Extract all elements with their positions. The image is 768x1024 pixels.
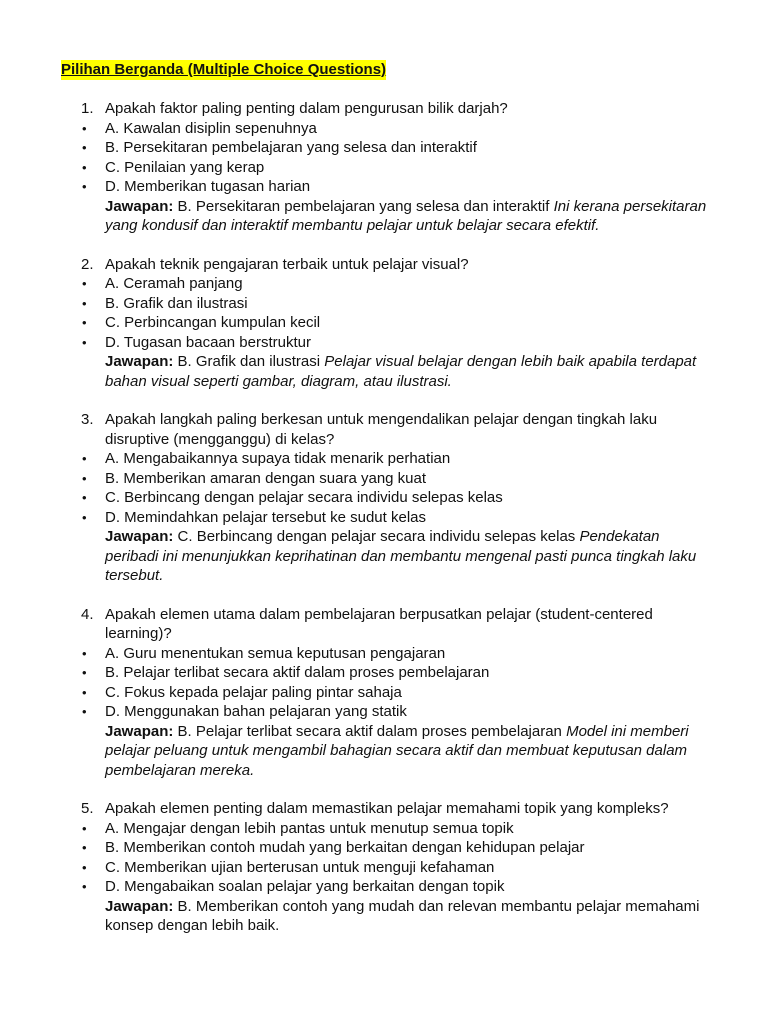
answer-label: Jawapan:: [105, 528, 174, 545]
answer-line: [105, 527, 708, 586]
bullet-icon: •: [82, 665, 87, 680]
option-list: [61, 819, 708, 897]
option-text: B. Grafik dan ilustrasi: [105, 294, 248, 312]
option-item: [61, 508, 708, 528]
option-item: [61, 663, 708, 683]
question-text: Apakah faktor paling penting dalam pengurusan bilik darjah?: [105, 100, 508, 117]
option-text: A. Ceramah panjang: [105, 275, 243, 292]
option-text: B. Pelajar terlibat secara aktif dalam proses pembelajaran: [105, 664, 490, 681]
answer-explanation: Pelajar visual belajar dengan lebih baik apabila terdapat bahan visual seperti gambar, diagram, atau ilustrasi.: [105, 353, 697, 390]
question-text: Apakah elemen penting dalam memastikan pelajar memahami topik yang kompleks?: [105, 800, 669, 817]
question-block: [61, 799, 708, 936]
bullet-icon: •: [82, 179, 87, 194]
option-text: B. Persekitaran pembelajaran yang selesa dan interaktif: [105, 139, 477, 156]
answer-text: B. Persekitaran pembelajaran yang selesa dan interaktif: [177, 197, 550, 215]
option-text: B. Memberikan amaran dengan suara yang kuat: [105, 469, 427, 487]
bullet-icon: •: [82, 334, 87, 350]
bullet-icon: •: [82, 490, 87, 505]
option-item: [61, 138, 708, 158]
bullet-icon: •: [82, 451, 87, 466]
option-text: D. Tugasan bacaan berstruktur: [105, 333, 311, 351]
bullet-icon: •: [82, 159, 87, 175]
bullet-icon: •: [82, 879, 87, 894]
question-number: 5.: [81, 800, 94, 817]
option-item: [61, 819, 708, 839]
bullet-icon: •: [82, 820, 87, 836]
option-text: D. Memindahkan pelajar tersebut ke sudut kelas: [105, 508, 427, 526]
bullet-icon: •: [82, 140, 87, 155]
bullet-icon: •: [82, 120, 87, 136]
option-item: [61, 333, 708, 353]
option-list: [61, 274, 708, 352]
answer-explanation: Model ini memberi pelajar peluang untuk mengambil bahagian secara aktif dan membuat keputusan dalam pembelajaran mereka.: [105, 722, 689, 779]
option-text: A. Kawalan disiplin sepenuhnya: [105, 119, 317, 137]
question-number: 3.: [81, 411, 94, 428]
option-list: [61, 644, 708, 722]
bullet-icon: •: [82, 276, 87, 291]
answer-label: Jawapan:: [105, 353, 174, 370]
option-item: [61, 488, 708, 508]
question-line: [61, 410, 708, 449]
option-item: [61, 644, 708, 664]
question-block: [61, 99, 708, 236]
answer-line: [105, 352, 708, 391]
option-item: [61, 702, 708, 722]
bullet-icon: •: [82, 315, 87, 330]
answer-explanation: Ini kerana persekitaran yang kondusif dan interaktif membantu pelajar untuk belajar secara efektif.: [105, 197, 707, 234]
option-list: [61, 449, 708, 527]
question-block: [61, 255, 708, 392]
option-text: C. Penilaian yang kerap: [105, 158, 265, 176]
bullet-icon: •: [82, 470, 87, 486]
question-number: 4.: [81, 605, 94, 623]
option-item: [61, 683, 708, 703]
section-heading: Pilihan Berganda (Multiple Choice Questions): [61, 61, 387, 78]
question-block: [61, 410, 708, 586]
option-item: [61, 838, 708, 858]
answer-text: B. Memberikan contoh yang mudah dan relevan membantu pelajar memahami konsep dengan lebih baik.: [105, 897, 700, 934]
question-text: Apakah elemen utama dalam pembelajaran berpusatkan pelajar (student-centered learning)?: [105, 605, 653, 642]
option-item: [61, 313, 708, 333]
option-text: A. Mengabaikannya supaya tidak menarik perhatian: [105, 450, 451, 467]
option-text: C. Berbincang dengan pelajar secara individu selepas kelas: [105, 489, 503, 506]
question-line: [61, 799, 708, 819]
question-number: 2.: [81, 255, 94, 273]
bullet-icon: •: [82, 509, 87, 525]
option-text: D. Mengabaikan soalan pelajar yang berkaitan dengan topik: [105, 878, 505, 895]
option-item: [61, 119, 708, 139]
answer-label: Jawapan:: [105, 722, 174, 740]
answer-line: [105, 197, 708, 236]
option-list: [61, 119, 708, 197]
bullet-icon: •: [82, 295, 87, 311]
option-text: C. Memberikan ujian berterusan untuk menguji kefahaman: [105, 858, 495, 876]
answer-line: [105, 897, 708, 936]
question-list: [61, 99, 708, 936]
option-item: [61, 449, 708, 469]
bullet-icon: •: [82, 859, 87, 875]
question-number: 1.: [81, 100, 94, 117]
bullet-icon: •: [82, 684, 87, 700]
answer-text: B. Pelajar terlibat secara aktif dalam proses pembelajaran: [177, 722, 562, 740]
option-item: [61, 294, 708, 314]
option-item: [61, 858, 708, 878]
bullet-icon: •: [82, 704, 87, 719]
question-line: [61, 605, 708, 644]
option-item: [61, 177, 708, 197]
option-text: D. Memberikan tugasan harian: [105, 178, 311, 195]
option-text: D. Menggunakan bahan pelajaran yang statik: [105, 703, 407, 720]
option-item: [61, 158, 708, 178]
question-block: [61, 605, 708, 781]
option-item: [61, 274, 708, 294]
option-item: [61, 877, 708, 897]
answer-text: B. Grafik dan ilustrasi: [177, 353, 321, 370]
answer-text: C. Berbincang dengan pelajar secara individu selepas kelas: [177, 528, 576, 545]
question-text: Apakah teknik pengajaran terbaik untuk pelajar visual?: [105, 255, 469, 273]
option-text: A. Mengajar dengan lebih pantas untuk menutup semua topik: [105, 819, 514, 837]
option-item: [61, 469, 708, 489]
option-text: C. Fokus kepada pelajar paling pintar sahaja: [105, 683, 402, 701]
answer-explanation: Pendekatan peribadi ini menunjukkan keprihatinan dan membantu mengenal pasti punca tingkah laku tersebut.: [105, 528, 697, 584]
answer-label: Jawapan:: [105, 197, 174, 215]
bullet-icon: •: [82, 645, 87, 661]
option-text: C. Perbincangan kumpulan kecil: [105, 314, 321, 331]
option-text: B. Memberikan contoh mudah yang berkaitan dengan kehidupan pelajar: [105, 839, 585, 856]
answer-line: [105, 722, 708, 781]
answer-label: Jawapan:: [105, 897, 174, 915]
bullet-icon: •: [82, 840, 87, 855]
option-text: A. Guru menentukan semua keputusan pengajaran: [105, 644, 446, 662]
question-line: [61, 99, 708, 119]
question-line: [61, 255, 708, 275]
question-text: Apakah langkah paling berkesan untuk mengendalikan pelajar dengan tingkah laku disruptive (mengganggu) di kelas?: [105, 411, 658, 448]
